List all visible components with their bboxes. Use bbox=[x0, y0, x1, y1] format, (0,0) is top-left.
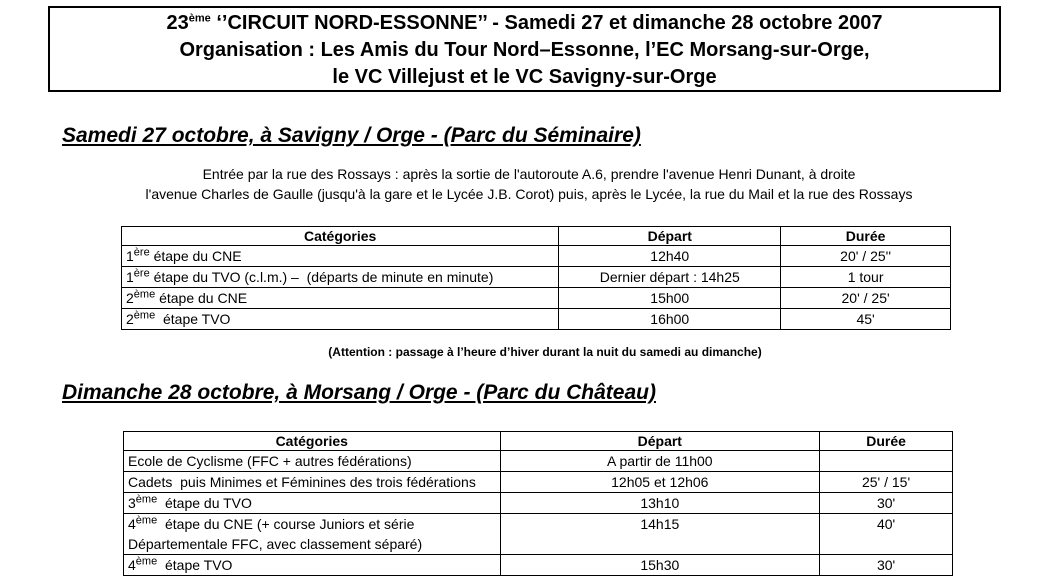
stage-number: 2 bbox=[126, 311, 134, 327]
stage-number: 1 bbox=[126, 269, 134, 285]
stage-number: 1 bbox=[126, 248, 134, 264]
duree-cell: 30' bbox=[820, 555, 953, 576]
category-label: étape du CNE bbox=[155, 290, 248, 306]
duree-cell bbox=[820, 451, 953, 472]
depart-cell: 16h00 bbox=[559, 309, 781, 330]
stage-ordinal: ère bbox=[133, 267, 150, 280]
saturday-schedule-table bbox=[121, 226, 951, 330]
table-row bbox=[124, 514, 953, 555]
category-cell bbox=[124, 451, 501, 472]
category-label: Ecole de Cyclisme (FFC + autres fédérations) bbox=[128, 453, 412, 469]
stage-ordinal: ème bbox=[135, 514, 158, 527]
duree-cell: 1 tour bbox=[781, 267, 951, 288]
header-duree: Durée bbox=[781, 227, 951, 246]
duree-cell: 30' bbox=[820, 493, 953, 514]
duree-cell: 45' bbox=[781, 309, 951, 330]
table-row bbox=[124, 472, 953, 493]
stage-ordinal: ème bbox=[135, 555, 158, 568]
header-categories: Catégories bbox=[124, 432, 501, 451]
saturday-title: Samedi 27 octobre, à Savigny / Orge - (Parc du Séminaire) bbox=[62, 124, 641, 147]
stage-number: 2 bbox=[126, 290, 134, 306]
header-organisation-cont: le VC Villejust et le VC Savigny-sur-Orge bbox=[332, 66, 717, 88]
category-cell bbox=[124, 472, 501, 493]
duree-cell: 20' / 25' bbox=[781, 288, 951, 309]
depart-cell: A partir de 11h00 bbox=[500, 451, 820, 472]
header-categories: Catégories bbox=[122, 227, 559, 246]
table-row bbox=[122, 288, 951, 309]
depart-cell: 14h15 bbox=[500, 514, 820, 555]
directions-line-1: Entrée par la rue des Rossays : après la sortie de l'autoroute A.6, prendre l'avenue Henri Dunant, à droite bbox=[202, 166, 856, 182]
category-label: étape du CNE bbox=[149, 248, 242, 264]
depart-cell: 12h05 et 12h06 bbox=[500, 472, 820, 493]
duree-cell: 25' / 15' bbox=[820, 472, 953, 493]
category-cell bbox=[124, 514, 501, 555]
header-organisation: Organisation : Les Amis du Tour Nord–Essonne, l’EC Morsang-sur-Orge, bbox=[179, 39, 870, 61]
category-cell bbox=[122, 267, 559, 288]
stage-ordinal: ère bbox=[133, 246, 150, 259]
category-label: étape TVO bbox=[157, 557, 233, 573]
category-cell bbox=[122, 309, 559, 330]
header-box bbox=[48, 6, 1001, 92]
category-label: Cadets puis Minimes et Féminines des trois fédérations bbox=[128, 474, 476, 490]
stage-ordinal: ème bbox=[133, 309, 156, 322]
header-depart: Départ bbox=[500, 432, 820, 451]
depart-cell: 15h30 bbox=[500, 555, 820, 576]
category-label: étape du CNE (+ course Juniors et série Départementale FFC, avec classement séparé) bbox=[128, 516, 423, 552]
category-label: étape TVO bbox=[155, 311, 231, 327]
table-row bbox=[122, 309, 951, 330]
directions-line-2: l'avenue Charles de Gaulle (jusqu'à la gare et le Lycée J.B. Corot) puis, après le Lycée, la rue du Mail et la rue des Rossays bbox=[145, 186, 913, 202]
time-change-notice: (Attention : passage à l’heure d’hiver durant la nuit du samedi au dimanche) bbox=[328, 345, 762, 359]
table-row bbox=[122, 267, 951, 288]
duree-cell: 20' / 25'' bbox=[781, 246, 951, 267]
category-cell bbox=[124, 555, 501, 576]
stage-ordinal: ème bbox=[135, 493, 158, 506]
depart-cell: Dernier départ : 14h25 bbox=[559, 267, 781, 288]
table-row bbox=[124, 451, 953, 472]
header-duree: Durée bbox=[820, 432, 953, 451]
depart-cell: 15h00 bbox=[559, 288, 781, 309]
table-row bbox=[124, 555, 953, 576]
sunday-title: Dimanche 28 octobre, à Morsang / Orge - (Parc du Château) bbox=[62, 381, 656, 404]
table-header-row bbox=[122, 227, 951, 246]
saturday-directions bbox=[0, 164, 1058, 204]
stage-number: 4 bbox=[128, 516, 136, 532]
table-row bbox=[122, 246, 951, 267]
depart-cell: 13h10 bbox=[500, 493, 820, 514]
table-row bbox=[124, 493, 953, 514]
depart-cell: 12h40 bbox=[559, 246, 781, 267]
header-depart: Départ bbox=[559, 227, 781, 246]
category-cell bbox=[122, 246, 559, 267]
category-label: étape du TVO bbox=[157, 495, 252, 511]
stage-number: 3 bbox=[128, 495, 136, 511]
category-label: étape du TVO (c.l.m.) – (départs de minute en minute) bbox=[149, 269, 494, 285]
table-header-row bbox=[124, 432, 953, 451]
category-cell bbox=[124, 493, 501, 514]
sunday-schedule-table bbox=[123, 431, 953, 576]
category-cell bbox=[122, 288, 559, 309]
stage-number: 4 bbox=[128, 557, 136, 573]
duree-cell: 40' bbox=[820, 514, 953, 555]
stage-ordinal: ème bbox=[133, 288, 156, 301]
header-title: 23ème ‘’CIRCUIT NORD-ESSONNE’’ - Samedi 27 et dimanche 28 octobre 2007 bbox=[166, 12, 883, 34]
